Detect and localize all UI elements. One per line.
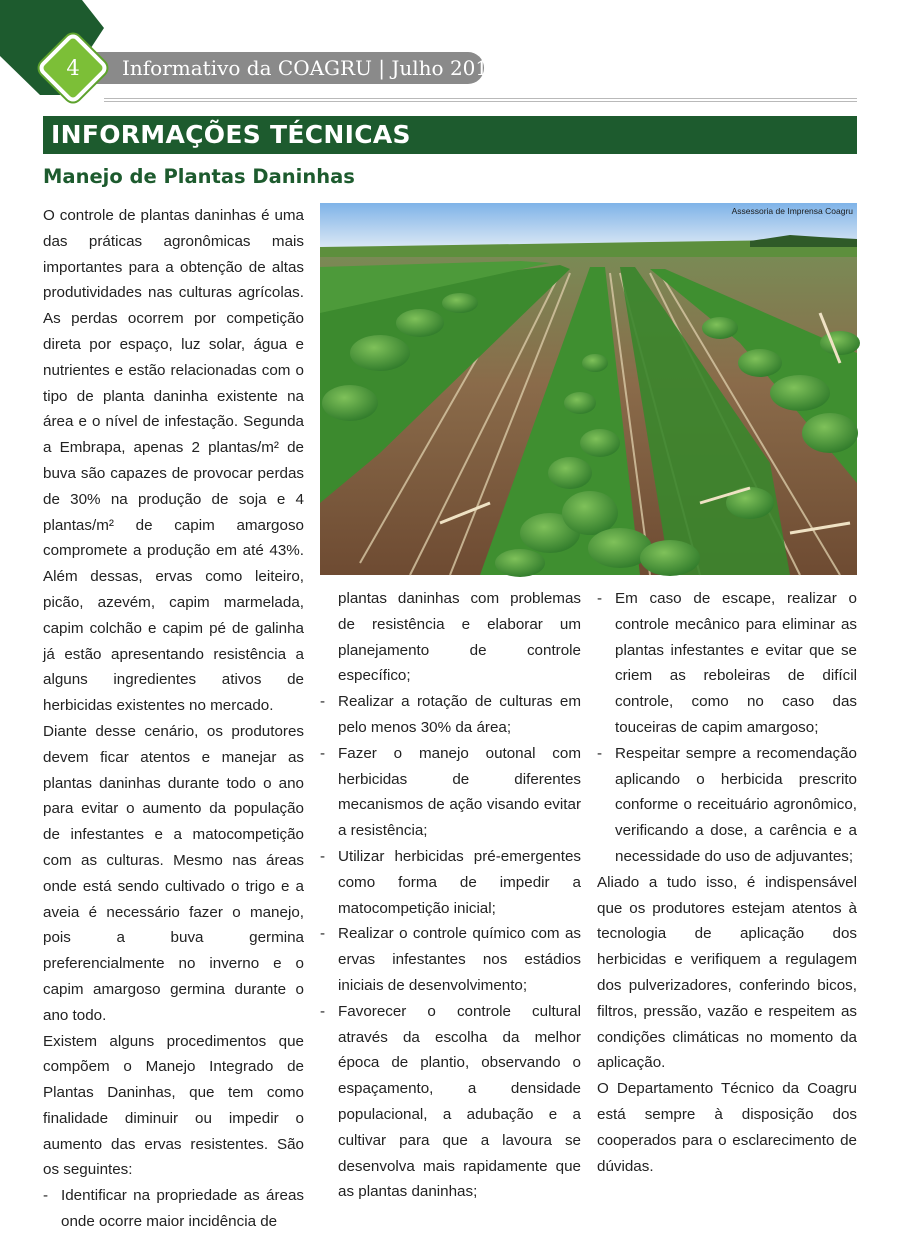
body-paragraph: Diante desse cenário, os produtores devem ficar atentos e manejar as plantas daninhas durante todo o ano para evitar o aumento da população de infestantes e a matocompetição com as culturas. Mesmo nas áreas onde está sendo cultivado o trigo e a aveia é necessário fazer o manejo, pois a buva germina preferencialmente no inverno e o capim amargoso germina durante o ano todo.: [43, 722, 304, 1024]
list-item-continuation: plantas daninhas com problemas de resistência e elaborar um planejamento de controle específico;: [338, 590, 581, 685]
list-item-text: Identificar na propriedade as áreas onde ocorre maior incidência de: [61, 1187, 304, 1231]
body-paragraph: Aliado a tudo isso, é indispensável que os produtores estejam atentos à tecnologia de aplicação dos herbicidas e verifiquem a regulagem dos pulverizadores, conferindo bicos, filtros, pressão, vazão e respeitem as condições climáticas no momento da aplicação.: [597, 873, 857, 1072]
intro-paragraph: O controle de plantas daninhas é uma das práticas agronômicas mais importantes para a obtenção de altas produtividades nas culturas agrícolas. As perdas ocorrem por competição direta por espaço, luz solar, água e nutrientes e estão relacionadas com o tipo de planta daninha existente na área e o nível de infestação. Segunda a Embrapa, apenas 2 plantas/m² de buva são capazes de provocar perdas de 30% na produção de soja e 4 plantas/m² de capim amargoso compromete a produção em até 43%. Além dessas, ervas como leiteiro, picão, azevém, capim marmelada, capim colchão e capim pé de galinha já estão apresentando resistência a alguns ingredientes ativos de herbicidas existentes no mercado.: [43, 207, 304, 715]
closing-paragraph: O Departamento Técnico da Coagru está sempre à disposição dos cooperados para o esclarecimento de dúvidas.: [597, 1080, 857, 1175]
list-item: [597, 741, 857, 870]
page-number: 4: [66, 56, 80, 80]
list-item-text: Realizar a rotação de culturas em pelo menos 30% da área;: [338, 693, 581, 736]
list-marker: -: [320, 693, 326, 711]
list-item-text: Realizar o controle químico com as ervas infestantes nos estádios iniciais de desenvolvimento;: [338, 925, 581, 994]
list-marker: -: [43, 1187, 49, 1205]
list-marker: -: [597, 744, 603, 762]
body-paragraph: Existem alguns procedimentos que compõem o Manejo Integrado de Plantas Daninhas, que tem como finalidade diminuir ou impedir o aumento das ervas resistentes. São os seguintes:: [43, 1032, 304, 1179]
list-marker: -: [320, 1002, 326, 1020]
list-item: [320, 844, 581, 921]
photo-credit: Assessoria de Imprensa Coagru: [731, 206, 853, 216]
article-title: Manejo de Plantas Daninhas: [43, 165, 355, 188]
section-banner: [43, 116, 857, 154]
list-item: [320, 741, 581, 844]
list-marker: -: [320, 847, 326, 865]
list-item: [43, 1183, 304, 1235]
list-item-text: Utilizar herbicidas pré-emergentes como forma de impedir a matocompetição inicial;: [338, 847, 581, 917]
list-item: [597, 586, 857, 741]
list-marker: -: [320, 744, 326, 762]
list-item: [320, 689, 581, 741]
list-item: [320, 921, 581, 998]
section-title: INFORMAÇÕES TÉCNICAS: [51, 120, 411, 149]
list-marker: -: [597, 590, 603, 607]
header-divider: [104, 98, 857, 102]
text-column-1: [43, 203, 304, 1235]
list-item-text: Fazer o manejo outonal com herbicidas de diferentes mecanismos de ação visando evitar a resistência;: [338, 744, 581, 840]
list-item: [320, 999, 581, 1205]
list-marker: -: [320, 925, 326, 943]
soybean-field-photo: [320, 203, 857, 575]
text-column-3: [597, 586, 857, 1179]
list-item-text: Em caso de escape, realizar o controle mecânico para eliminar as plantas infestantes e evitar que se criem as reboleiras de difícil controle, como no caso das touceiras de capim amargoso;: [615, 590, 857, 736]
text-column-2: [320, 586, 581, 1205]
publication-title: Informativo da COAGRU | Julho 2019: [122, 56, 501, 80]
list-item-text: Favorecer o controle cultural através da escolha da melhor época de plantio, observando o espaçamento, a densidade populacional, a adubação e a cultivar para que a lavoura se desenvolva mais rapidamente que as plantas daninhas;: [338, 1002, 581, 1201]
list-item-text: Respeitar sempre a recomendação aplicando o herbicida prescrito conforme o receituário agronômico, verificando a dose, a carência e a necessidade do uso de adjuvantes;: [615, 744, 857, 865]
